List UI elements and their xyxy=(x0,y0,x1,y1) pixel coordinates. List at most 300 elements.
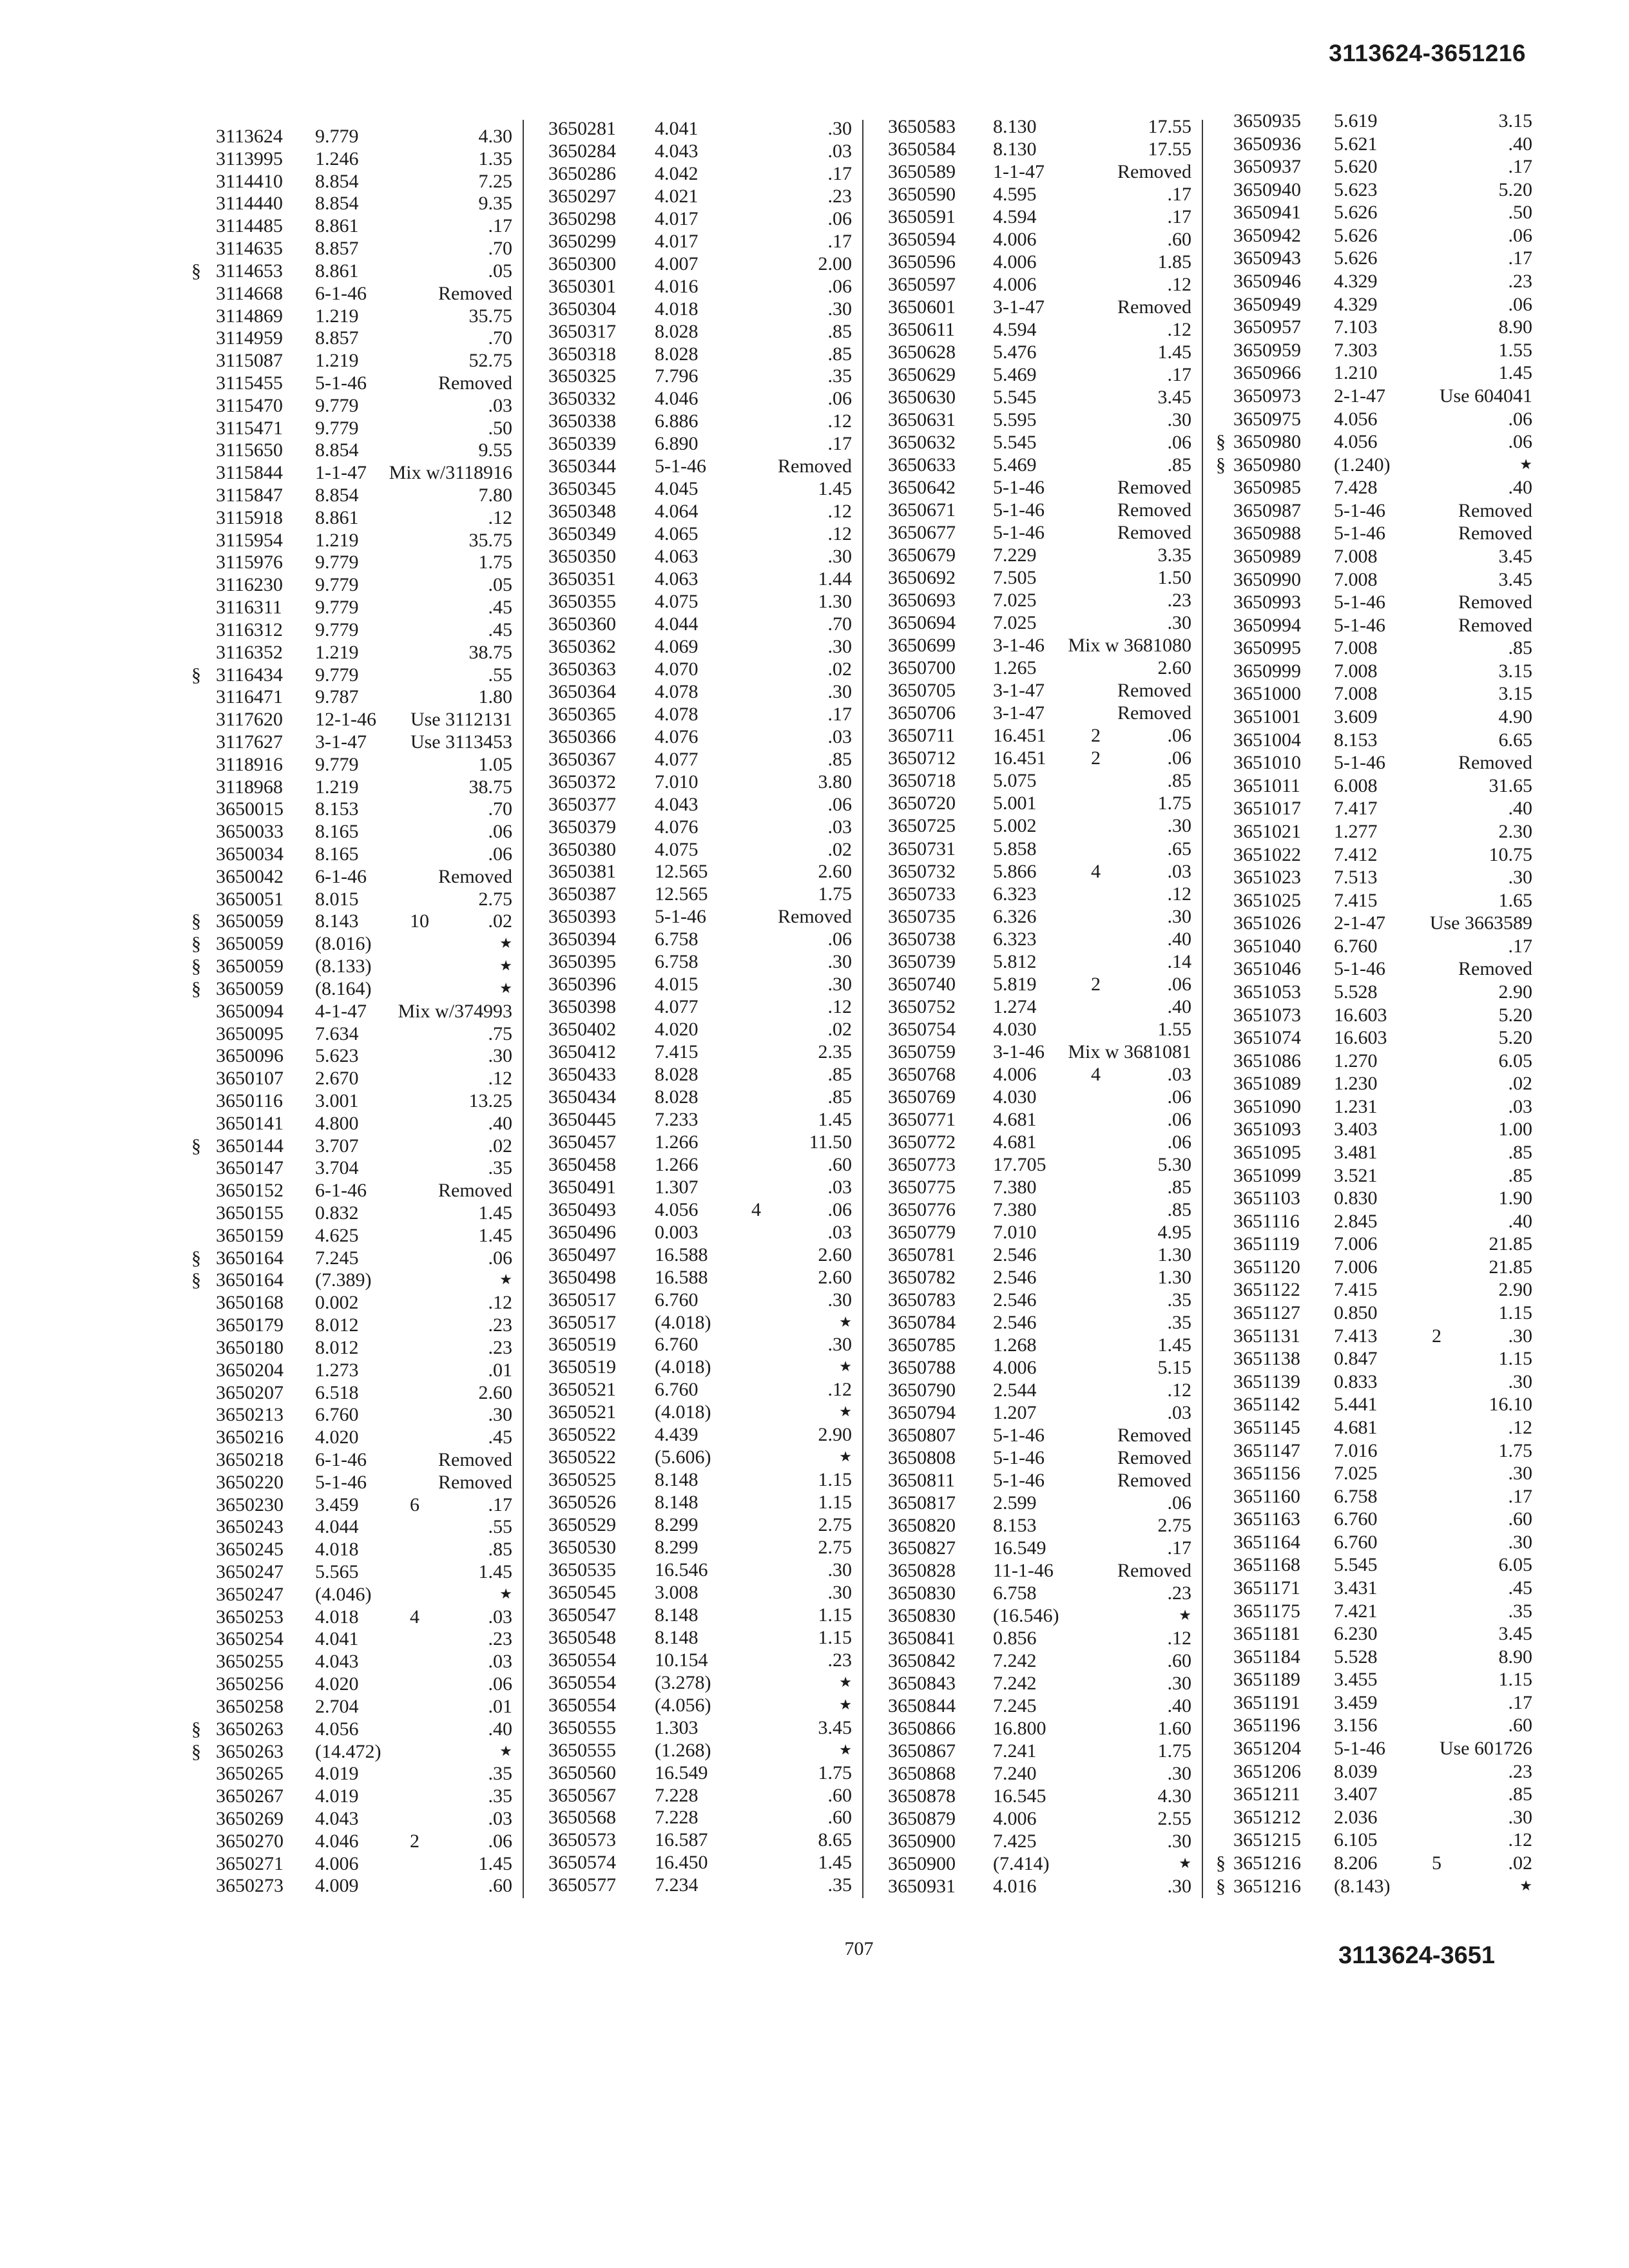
part-number: 3650530 xyxy=(548,1537,616,1559)
catalog-row xyxy=(888,1830,1191,1852)
group-number: 4.006 xyxy=(993,1063,1037,1085)
price: 1.55 xyxy=(1157,1018,1191,1040)
catalog-row xyxy=(548,1267,852,1289)
price: 1.90 xyxy=(1498,1187,1532,1209)
catalog-row xyxy=(216,1853,512,1876)
catalog-row xyxy=(216,843,512,866)
catalog-row xyxy=(548,1356,852,1379)
group-number: 4.016 xyxy=(993,1876,1037,1898)
price: .02 xyxy=(488,910,512,932)
part-number: 3650519 xyxy=(548,1356,616,1378)
group-number: 4.800 xyxy=(315,1112,359,1134)
catalog-row xyxy=(1233,201,1532,224)
section-mark: § xyxy=(191,910,201,932)
price: .03 xyxy=(827,726,852,747)
catalog-row xyxy=(1233,729,1532,752)
catalog-row xyxy=(888,1717,1191,1740)
part-number: 3650732 xyxy=(888,860,956,882)
price: .12 xyxy=(827,996,852,1018)
catalog-row xyxy=(1233,912,1532,935)
part-number: 3650398 xyxy=(548,996,616,1018)
price: .85 xyxy=(1508,1142,1532,1164)
catalog-row xyxy=(548,231,852,253)
price: .05 xyxy=(488,574,512,596)
part-number: 3650095 xyxy=(216,1023,284,1044)
catalog-row xyxy=(888,138,1191,160)
group-number: 9.779 xyxy=(315,126,359,147)
part-number: 3650867 xyxy=(888,1740,956,1762)
catalog-row xyxy=(1233,568,1532,591)
catalog-row xyxy=(1233,1118,1532,1141)
part-number: 3650243 xyxy=(216,1516,284,1538)
group-number: 2.544 xyxy=(993,1379,1037,1401)
catalog-row xyxy=(548,883,852,906)
part-number: 3650164 xyxy=(216,1269,284,1291)
part-number: 3114959 xyxy=(216,327,283,349)
group-number: 4.020 xyxy=(655,1019,699,1041)
group-number: 4.076 xyxy=(655,726,699,747)
group-number: 5.545 xyxy=(993,387,1037,408)
catalog-row xyxy=(888,341,1191,363)
group-number: (3.278) xyxy=(655,1671,711,1693)
price: .30 xyxy=(827,951,852,973)
group-number: 6.326 xyxy=(993,905,1037,927)
part-number: 3650304 xyxy=(548,298,616,320)
part-number: 3650364 xyxy=(548,680,616,702)
catalog-row xyxy=(216,283,512,305)
group-number: 3-1-47 xyxy=(315,731,367,753)
catalog-row xyxy=(888,206,1191,228)
price: ★ xyxy=(1179,1856,1191,1872)
price: .60 xyxy=(1167,229,1191,251)
part-number: 3650059 xyxy=(216,910,284,932)
part-number: 3650591 xyxy=(888,206,956,228)
price: Removed xyxy=(1458,523,1532,544)
part-number: 3650338 xyxy=(548,410,616,432)
part-number: 3650147 xyxy=(216,1157,284,1179)
group-number: 5.595 xyxy=(993,409,1037,431)
price: .55 xyxy=(488,664,512,686)
part-number: 3650946 xyxy=(1233,271,1301,293)
catalog-row xyxy=(548,636,852,658)
price: Removed xyxy=(1458,958,1532,980)
catalog-row xyxy=(216,642,512,664)
part-number: 3115976 xyxy=(216,552,283,573)
price: 5.30 xyxy=(1157,1153,1191,1175)
catalog-row xyxy=(548,613,852,636)
part-number: 3650630 xyxy=(888,387,956,408)
catalog-row xyxy=(1233,1668,1532,1691)
catalog-row xyxy=(548,343,852,366)
price: .23 xyxy=(1167,1582,1191,1604)
group-number: 3-1-46 xyxy=(993,1041,1045,1062)
part-number: 3651156 xyxy=(1233,1463,1300,1485)
catalog-row xyxy=(191,1718,512,1741)
group-number: 4.006 xyxy=(315,1852,359,1874)
group-number: 6.760 xyxy=(655,1289,699,1311)
group-number: 8.028 xyxy=(655,343,699,365)
group-number: 17.705 xyxy=(993,1153,1046,1175)
group-number: 4.625 xyxy=(315,1224,359,1246)
price: 1.85 xyxy=(1157,251,1191,273)
part-number: 3650213 xyxy=(216,1404,284,1426)
catalog-row xyxy=(548,1177,852,1199)
group-number: (8.133) xyxy=(315,956,372,977)
catalog-row xyxy=(548,1244,852,1267)
catalog-row xyxy=(548,276,852,298)
part-number: 3650179 xyxy=(216,1314,284,1336)
catalog-row xyxy=(216,1068,512,1090)
group-number: 9.779 xyxy=(315,552,359,573)
part-number: 3650396 xyxy=(548,974,616,995)
quantity: 4 xyxy=(1091,860,1101,882)
catalog-row xyxy=(216,821,512,843)
price: .30 xyxy=(1167,905,1191,927)
part-number: 3651189 xyxy=(1233,1669,1300,1691)
section-mark: § xyxy=(191,1135,201,1157)
group-number: 2.546 xyxy=(993,1244,1037,1265)
part-number: 3650999 xyxy=(1233,660,1301,682)
price: .17 xyxy=(1508,1485,1532,1507)
catalog-row xyxy=(548,1424,852,1446)
group-number: 4.020 xyxy=(315,1427,359,1448)
part-number: 3650281 xyxy=(548,118,616,139)
part-number: 3651023 xyxy=(1233,867,1301,889)
price: .30 xyxy=(488,1045,512,1067)
group-number: 8.153 xyxy=(315,798,359,820)
part-number: 3651004 xyxy=(1233,729,1301,751)
price: Removed xyxy=(438,1471,512,1493)
group-number: 5.626 xyxy=(1334,247,1378,269)
price: .23 xyxy=(488,1314,512,1336)
price: .60 xyxy=(827,1807,852,1829)
price: .35 xyxy=(1167,1289,1191,1311)
part-number: 3651191 xyxy=(1233,1691,1300,1713)
price: Mix w 3681081 xyxy=(1068,1041,1191,1062)
group-number: 5.476 xyxy=(993,341,1037,363)
index-column-4 xyxy=(1216,110,1532,1898)
quantity: 6 xyxy=(410,1494,419,1515)
price: 1.15 xyxy=(818,1492,852,1514)
catalog-row xyxy=(216,350,512,372)
group-number: 16.546 xyxy=(655,1559,708,1581)
part-number: 3650700 xyxy=(888,657,956,679)
price: .35 xyxy=(827,365,852,387)
price: .17 xyxy=(827,230,852,252)
group-number: 6-1-46 xyxy=(315,865,367,887)
group-number: 4.064 xyxy=(655,501,699,523)
part-number: 3651017 xyxy=(1233,798,1301,820)
group-number: 2.599 xyxy=(993,1492,1037,1514)
group-number: 5.623 xyxy=(315,1045,359,1067)
group-number: 12-1-46 xyxy=(315,709,376,731)
part-number: 3116311 xyxy=(216,597,282,619)
group-number: 4.056 xyxy=(1334,408,1378,430)
group-number: 1.219 xyxy=(315,350,359,372)
group-number: 1.219 xyxy=(315,641,359,663)
catalog-row xyxy=(888,1086,1191,1108)
price: Removed xyxy=(1117,680,1191,702)
part-number: 3650820 xyxy=(888,1514,956,1536)
price: .14 xyxy=(1167,950,1191,972)
section-mark: § xyxy=(191,260,201,282)
part-number: 3650345 xyxy=(548,478,616,500)
catalog-row xyxy=(888,1221,1191,1244)
group-number: 7.412 xyxy=(1334,843,1378,865)
price: .85 xyxy=(827,320,852,342)
price: .06 xyxy=(1167,1086,1191,1108)
catalog-row xyxy=(888,589,1191,611)
price: .85 xyxy=(827,343,852,365)
part-number: 3650788 xyxy=(888,1356,956,1378)
catalog-row xyxy=(1233,1393,1532,1416)
part-number: 3650868 xyxy=(888,1763,956,1785)
price: 1.15 xyxy=(1498,1302,1532,1324)
price: .02 xyxy=(827,838,852,860)
catalog-row xyxy=(888,792,1191,814)
group-number: 5.545 xyxy=(1334,1554,1378,1576)
price: Removed xyxy=(778,456,852,477)
price: Use 601726 xyxy=(1439,1738,1532,1760)
price: 1.15 xyxy=(1498,1669,1532,1691)
part-number: 3650629 xyxy=(888,364,956,386)
price: .06 xyxy=(1167,973,1191,995)
catalog-row xyxy=(548,410,852,433)
catalog-row xyxy=(548,1785,852,1807)
catalog-row xyxy=(216,1427,512,1449)
group-number: 5-1-46 xyxy=(1334,752,1385,774)
group-number: 1.210 xyxy=(1334,362,1378,384)
group-number: 4.056 xyxy=(315,1718,359,1740)
price: .30 xyxy=(827,298,852,320)
part-number: 3650712 xyxy=(888,747,956,769)
price: .06 xyxy=(488,1673,512,1695)
quantity: 4 xyxy=(1091,1063,1101,1085)
price: .70 xyxy=(488,798,512,820)
catalog-row xyxy=(888,611,1191,634)
part-number: 3650355 xyxy=(548,591,616,613)
catalog-row xyxy=(548,1154,852,1177)
price: .30 xyxy=(1167,1831,1191,1852)
price: 7.25 xyxy=(478,170,512,192)
price: .17 xyxy=(1508,156,1532,178)
part-number: 3650096 xyxy=(216,1045,284,1067)
price: .03 xyxy=(488,394,512,416)
price: 35.75 xyxy=(468,529,512,551)
part-number: 3651138 xyxy=(1233,1348,1300,1370)
group-number: 4.044 xyxy=(315,1516,359,1538)
price: 1.45 xyxy=(478,1852,512,1874)
catalog-row xyxy=(216,889,512,911)
price: .06 xyxy=(1508,431,1532,453)
catalog-row xyxy=(548,456,852,478)
price: .30 xyxy=(488,1404,512,1426)
part-number: 3650141 xyxy=(216,1112,284,1134)
price: 1.60 xyxy=(1157,1718,1191,1740)
price: .35 xyxy=(827,1874,852,1896)
price: 5.20 xyxy=(1498,1004,1532,1026)
catalog-row xyxy=(191,1135,512,1158)
group-number: 7.010 xyxy=(993,1221,1037,1243)
group-number: 4.075 xyxy=(655,838,699,860)
part-number: 3650577 xyxy=(548,1874,616,1896)
price: Removed xyxy=(438,282,512,304)
part-number: 3650033 xyxy=(216,821,284,843)
part-number: 3650521 xyxy=(548,1401,616,1423)
group-number: 8.165 xyxy=(315,843,359,865)
part-number: 3650042 xyxy=(216,865,284,887)
group-number: (14.472) xyxy=(315,1740,381,1762)
price: Removed xyxy=(1117,1469,1191,1491)
group-number: 2-1-47 xyxy=(1334,385,1385,407)
price: .06 xyxy=(488,1247,512,1269)
group-number: 4.016 xyxy=(655,275,699,297)
group-number: 1.265 xyxy=(993,657,1037,679)
group-number: 7.228 xyxy=(655,1807,699,1829)
part-number: 3650362 xyxy=(548,635,616,657)
part-number: 3650545 xyxy=(548,1581,616,1603)
price: Removed xyxy=(1117,161,1191,183)
part-number: 3650207 xyxy=(216,1381,284,1403)
price: 8.90 xyxy=(1498,1646,1532,1667)
catalog-row xyxy=(548,478,852,501)
price: .85 xyxy=(827,748,852,770)
part-number: 3651147 xyxy=(1233,1439,1300,1461)
part-number: 3651216 xyxy=(1233,1875,1301,1897)
column-divider xyxy=(862,120,863,1898)
catalog-row xyxy=(888,1785,1191,1807)
group-number: 4.681 xyxy=(993,1108,1037,1130)
section-mark: § xyxy=(191,956,201,977)
group-number: 6.760 xyxy=(1334,935,1378,957)
catalog-row xyxy=(191,1247,512,1270)
price: 13.25 xyxy=(468,1090,512,1111)
part-number: 3650940 xyxy=(1233,178,1301,200)
group-number: 4.041 xyxy=(315,1628,359,1650)
catalog-row xyxy=(216,1628,512,1651)
part-number: 3650596 xyxy=(888,251,956,273)
group-number: 5-1-46 xyxy=(315,372,367,394)
catalog-row xyxy=(216,1314,512,1337)
catalog-row xyxy=(216,462,512,485)
group-number: 7.016 xyxy=(1334,1439,1378,1461)
catalog-row xyxy=(216,171,512,193)
catalog-row xyxy=(888,860,1191,883)
catalog-row xyxy=(1233,224,1532,247)
catalog-row xyxy=(888,883,1191,905)
group-number: 1.246 xyxy=(315,148,359,169)
group-number: 7.234 xyxy=(655,1874,699,1896)
catalog-row xyxy=(888,1740,1191,1762)
price: 2.35 xyxy=(818,1041,852,1063)
group-number: 9.779 xyxy=(315,417,359,439)
section-mark: § xyxy=(191,1740,201,1762)
part-number: 3651204 xyxy=(1233,1738,1301,1760)
group-number: 7.421 xyxy=(1334,1600,1378,1622)
catalog-row xyxy=(548,1807,852,1829)
part-number: 3650034 xyxy=(216,843,284,865)
catalog-row xyxy=(888,679,1191,702)
part-number: 3650931 xyxy=(888,1876,956,1898)
part-number: 3118916 xyxy=(216,753,283,775)
part-number: 3650694 xyxy=(888,612,956,634)
price: 4.30 xyxy=(478,126,512,147)
group-number: 5.545 xyxy=(993,432,1037,454)
part-number: 3650555 xyxy=(548,1739,616,1761)
price: 9.55 xyxy=(478,439,512,461)
catalog-row xyxy=(548,501,852,523)
part-number: 3650990 xyxy=(1233,568,1301,590)
price: .60 xyxy=(488,1875,512,1897)
part-number: 3115087 xyxy=(216,350,283,372)
part-number: 3117627 xyxy=(216,731,283,753)
price: .03 xyxy=(488,1651,512,1673)
part-number: 3650706 xyxy=(888,702,956,724)
price: .45 xyxy=(488,1427,512,1448)
catalog-row xyxy=(1233,981,1532,1004)
catalog-row xyxy=(1233,1829,1532,1852)
group-number: 2-1-47 xyxy=(1334,912,1385,934)
group-number: 7.008 xyxy=(1334,568,1378,590)
catalog-row xyxy=(1233,1485,1532,1508)
catalog-row xyxy=(1233,1072,1532,1095)
price: ★ xyxy=(499,958,512,975)
part-number: 3650284 xyxy=(548,140,616,162)
part-number: 3650015 xyxy=(216,798,284,820)
price: .05 xyxy=(488,260,512,282)
price: .30 xyxy=(1167,815,1191,837)
catalog-row xyxy=(216,1001,512,1023)
catalog-row xyxy=(888,115,1191,138)
group-number: 5-1-46 xyxy=(655,456,706,477)
catalog-row xyxy=(888,431,1191,454)
part-number: 3651164 xyxy=(1233,1531,1300,1553)
catalog-row xyxy=(888,838,1191,860)
quantity: 2 xyxy=(1432,1325,1441,1347)
catalog-row xyxy=(548,1604,852,1627)
group-number: 7.010 xyxy=(655,771,699,793)
part-number: 3116230 xyxy=(216,574,283,596)
part-number: 3650937 xyxy=(1233,156,1301,178)
catalog-row xyxy=(888,1492,1191,1514)
part-number: 3116352 xyxy=(216,641,283,663)
catalog-row xyxy=(1233,1806,1532,1829)
group-number: 8.854 xyxy=(315,439,359,461)
group-number: 0.832 xyxy=(315,1202,359,1224)
catalog-row xyxy=(216,1494,512,1517)
part-number: 3650402 xyxy=(548,1019,616,1041)
group-number: 3.156 xyxy=(1334,1715,1378,1736)
catalog-row xyxy=(548,861,852,883)
price: .23 xyxy=(1508,271,1532,293)
part-number: 3650807 xyxy=(888,1424,956,1446)
catalog-row xyxy=(216,1292,512,1314)
catalog-row xyxy=(548,928,852,951)
part-number: 3650768 xyxy=(888,1063,956,1085)
part-number: 3650517 xyxy=(548,1311,616,1333)
part-number: 3650611 xyxy=(888,319,955,341)
group-number: 6.230 xyxy=(1334,1623,1378,1645)
group-number: 7.008 xyxy=(1334,637,1378,659)
price: Use 3663589 xyxy=(1429,912,1532,934)
part-number: 3650699 xyxy=(888,635,956,657)
group-number: 9.779 xyxy=(315,664,359,686)
group-number: 4.075 xyxy=(655,591,699,613)
catalog-row xyxy=(216,1875,512,1898)
price: 1.44 xyxy=(818,568,852,590)
part-number: 3651025 xyxy=(1233,889,1301,911)
part-number: 3116312 xyxy=(216,619,283,640)
